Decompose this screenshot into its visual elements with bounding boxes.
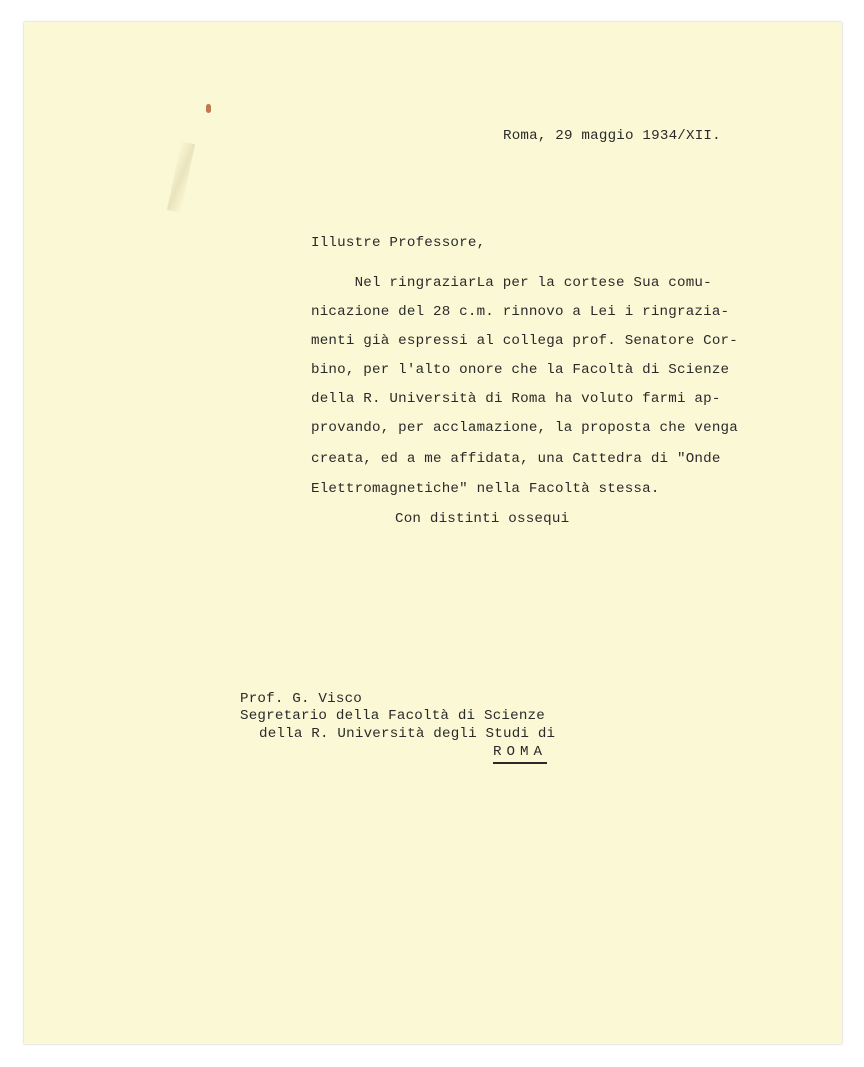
letter-paper <box>24 22 842 1044</box>
addressee-institution: della R. Università degli Studi di <box>259 726 556 742</box>
body-line-4: bino, per l'alto onore che la Facoltà di Scienze <box>311 362 730 378</box>
body-line-2: nicazione del 28 c.m. rinnovo a Lei i ringrazia- <box>311 304 730 320</box>
body-line-6: provando, per acclamazione, la proposta che venga <box>311 420 738 436</box>
paper-crease <box>167 141 195 212</box>
letter-closing: Con distinti ossequi <box>395 511 570 527</box>
letter-date: Roma, 29 maggio 1934/XII. <box>503 128 721 144</box>
body-line-7: creata, ed a me affidata, una Cattedra di "Onde <box>311 451 721 467</box>
body-line-3: menti già espressi al collega prof. Senatore Cor- <box>311 333 738 349</box>
rust-stain <box>206 104 211 113</box>
body-line-1: Nel ringraziarLa per la cortese Sua comu- <box>311 275 712 291</box>
body-line-5: della R. Università di Roma ha voluto farmi ap- <box>311 391 721 407</box>
addressee-name: Prof. G. Visco <box>240 691 362 707</box>
letter-salutation: Illustre Professore, <box>311 235 486 251</box>
body-line-8: Elettromagnetiche" nella Facoltà stessa. <box>311 481 660 497</box>
addressee-city: ROMA <box>493 745 547 764</box>
addressee-role: Segretario della Facoltà di Scienze <box>240 708 545 724</box>
